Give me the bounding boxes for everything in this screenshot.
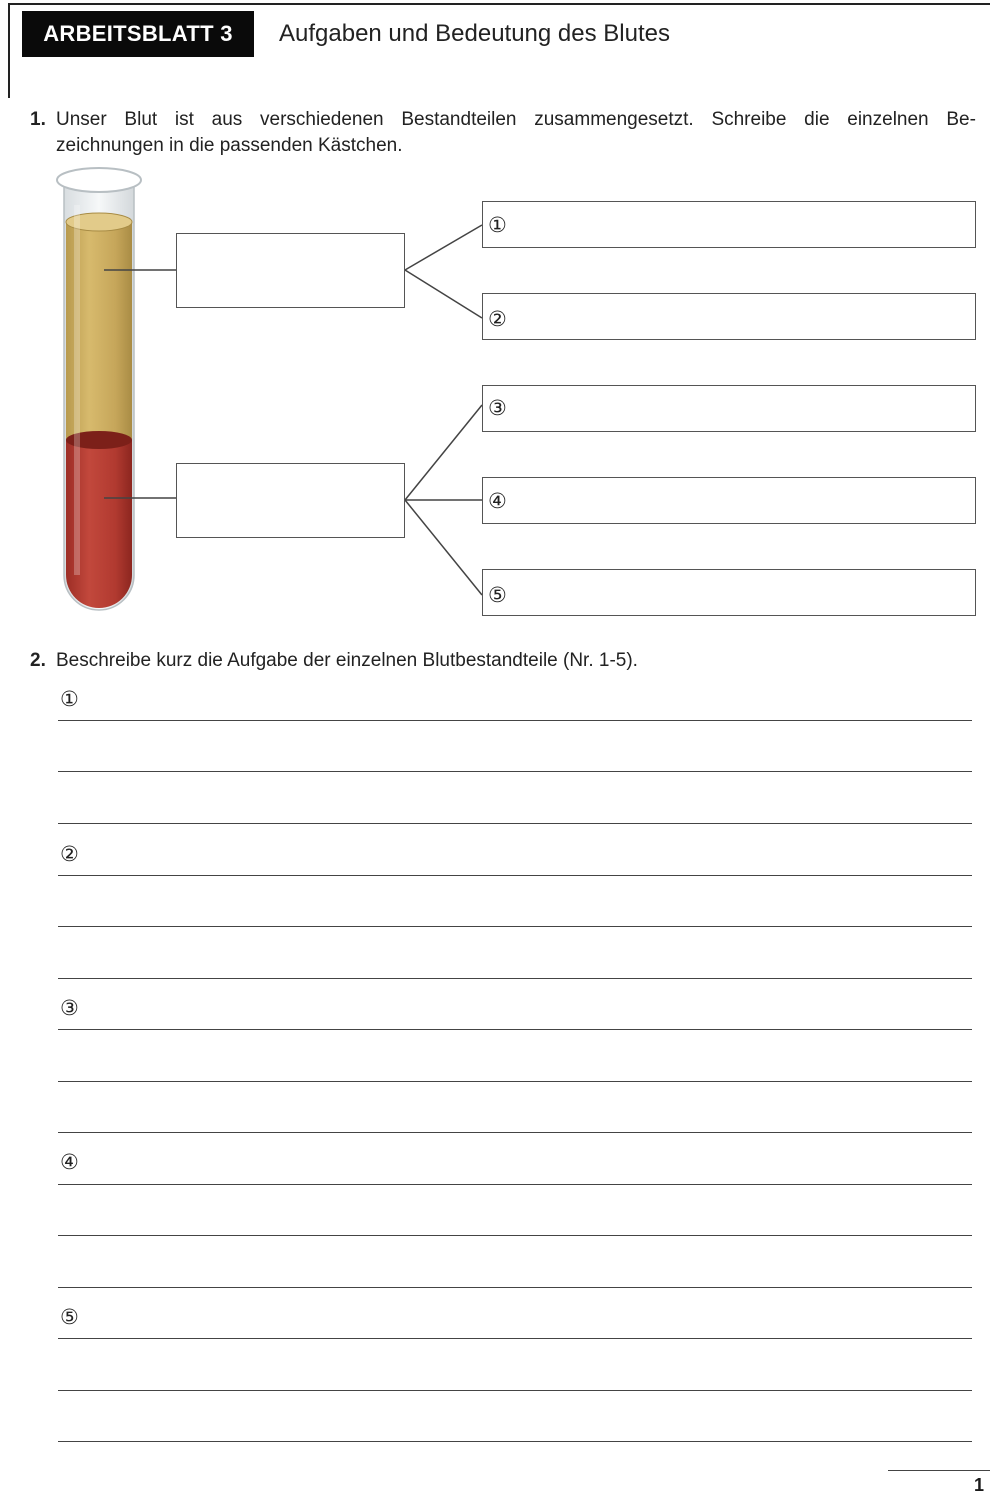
answer-line[interactable] — [58, 1441, 972, 1442]
task-1-word: Unser — [56, 109, 107, 130]
answer-box-blood-cells[interactable] — [176, 463, 405, 538]
answer-line[interactable] — [58, 720, 972, 721]
answer-line[interactable] — [58, 978, 972, 979]
answer-marker-3: ③ — [60, 996, 79, 1020]
task-1-word: aus — [211, 109, 243, 130]
answer-line[interactable] — [58, 875, 972, 876]
branch-line-1 — [405, 225, 482, 270]
task-2-text: Beschreibe kurz die Aufgabe der einzelnen Blutbestandteile (Nr. 1-5). — [56, 650, 638, 671]
tube-highlight — [74, 205, 80, 575]
answer-line[interactable] — [58, 926, 972, 927]
answer-line[interactable] — [58, 1081, 972, 1082]
task-1-word: zusammengesetzt. — [534, 109, 694, 130]
branch-line-3 — [405, 405, 482, 500]
branch-line-2 — [405, 270, 482, 318]
task-2-instruction — [30, 648, 970, 674]
answer-box-2[interactable] — [482, 293, 976, 340]
answer-box-1[interactable] — [482, 201, 976, 248]
task-1-word: Blut — [124, 109, 158, 130]
test-tube — [57, 168, 141, 610]
box-marker-3: ③ — [488, 396, 507, 420]
answer-box-4[interactable] — [482, 477, 976, 524]
footer-rule — [888, 1470, 990, 1471]
answer-line[interactable] — [58, 1390, 972, 1391]
page-number: 1 — [974, 1475, 985, 1495]
task-2-number: 2. — [30, 650, 46, 671]
answer-marker-1: ① — [60, 687, 79, 711]
page-title: Aufgaben und Bedeutung des Blutes — [279, 20, 670, 47]
task-1-word: Be- — [946, 109, 976, 130]
box-marker-2: ② — [488, 307, 507, 331]
answer-line[interactable] — [58, 1132, 972, 1133]
task-1-line-2: zeichnungen in die passenden Kästchen. — [56, 135, 403, 156]
task-1-word: verschiedenen — [260, 109, 384, 130]
branch-line-5 — [405, 500, 482, 595]
task-1-word: ist — [174, 109, 194, 130]
box-marker-4: ④ — [488, 489, 507, 513]
answer-line[interactable] — [58, 823, 972, 824]
box-marker-1: ① — [488, 213, 507, 237]
box-marker-5: ⑤ — [488, 583, 507, 607]
worksheet-badge: ARBEITSBLATT 3 — [22, 11, 254, 57]
answer-line[interactable] — [58, 771, 972, 772]
answer-box-3[interactable] — [482, 385, 976, 432]
task-1-word: die — [804, 109, 830, 130]
answer-box-5[interactable] — [482, 569, 976, 616]
answer-marker-4: ④ — [60, 1150, 79, 1174]
task-1-word: einzelnen — [847, 109, 929, 130]
answer-line[interactable] — [58, 1338, 972, 1339]
answer-marker-5: ⑤ — [60, 1305, 79, 1329]
answer-line[interactable] — [58, 1184, 972, 1185]
answer-box-plasma[interactable] — [176, 233, 405, 308]
answer-line[interactable] — [58, 1235, 972, 1236]
task-1-word: Schreibe — [711, 109, 787, 130]
task-1-word: Bestandteilen — [401, 109, 517, 130]
tube-rim — [57, 168, 141, 192]
answer-marker-2: ② — [60, 842, 79, 866]
answer-line[interactable] — [58, 1287, 972, 1288]
answer-line[interactable] — [58, 1029, 972, 1030]
task-1-number: 1. — [30, 109, 46, 130]
